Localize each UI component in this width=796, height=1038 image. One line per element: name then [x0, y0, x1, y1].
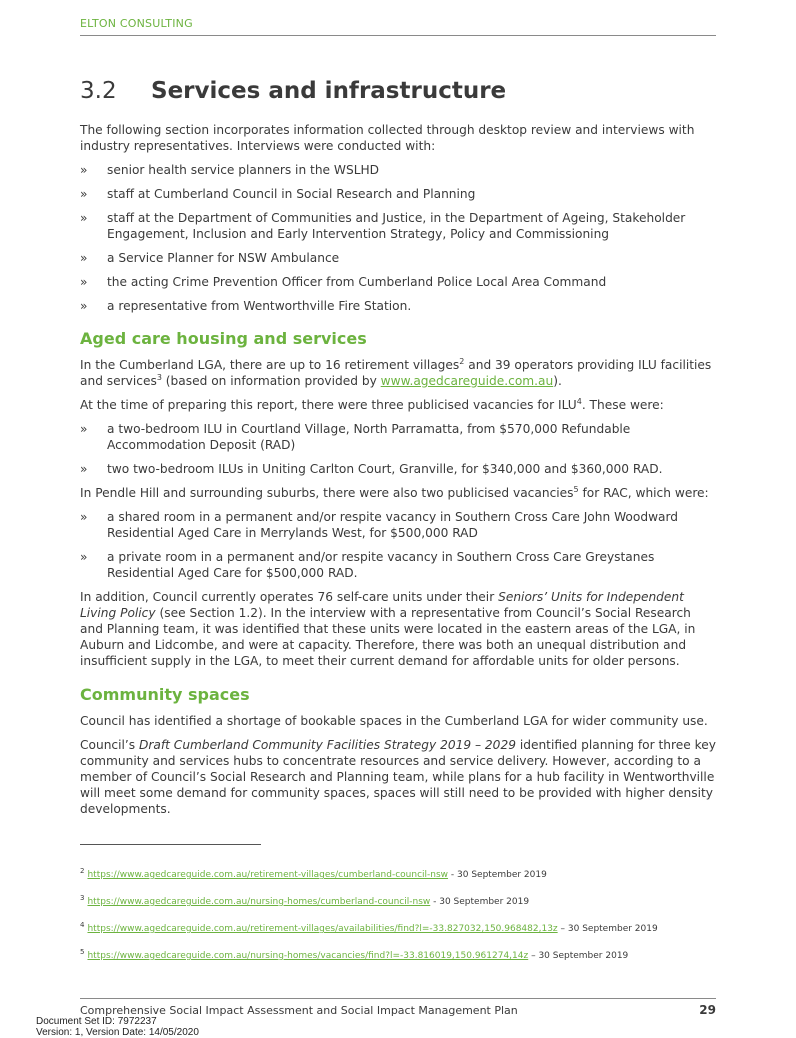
- community-paragraph-1: Council has identified a shortage of bookable spaces in the Cumberland LGA for wider community use.: [80, 714, 708, 728]
- list-item-text: senior health service planners in the WSLHD: [107, 163, 380, 177]
- list-item-text: the acting Crime Prevention Officer from Cumberland Police Local Area Command: [107, 275, 607, 289]
- version-info: Version: 1, Version Date: 14/05/2020: [36, 1027, 199, 1038]
- list-item-text: two two-bedroom ILUs in Uniting Carlton Court, Granville, for $340,000 and $360,000 RAD.: [107, 462, 663, 476]
- footnote-link[interactable]: https://www.agedcareguide.com.au/retirement-villages/availabilities/find?l=-33.827032,150.968482,13z: [87, 924, 558, 934]
- bullet-marker: »: [80, 299, 88, 313]
- footnote: $^5$ https://www.agedcareguide.com.au/nursing-homes/vacancies/find?l=-33.816019,150.961274,14z – 30 September 2019: [80, 948, 629, 961]
- bullet-marker: »: [80, 163, 88, 177]
- list-item-text: a shared room in a permanent and/or respite vacancy in Southern Cross Care John Woodward Residential Aged Care in Merrylands West, for $500,000 RAD: [107, 510, 679, 540]
- footnote-link[interactable]: https://www.agedcareguide.com.au/nursing-homes/cumberland-council-nsw: [87, 897, 431, 907]
- aged-care-paragraph-1: In the Cumberland LGA, there are up to 16 retirement villages$^2$ and 39 operators providing ILU facilities and services$^3$ (based on information provided by www.agedcareguide.com.au).: [80, 356, 712, 388]
- footnote-link[interactable]: https://www.agedcareguide.com.au/nursing-homes/vacancies/find?l=-33.816019,150.961274,14z: [87, 951, 529, 961]
- footnote-number: 3: [80, 894, 85, 902]
- page-number: 29: [699, 1003, 716, 1017]
- header-divider: [80, 35, 716, 36]
- agedcareguide-link[interactable]: www.agedcareguide.com.au: [380, 374, 554, 388]
- footnote: $^2$ https://www.agedcareguide.com.au/retirement-villages/cumberland-council-nsw - 30 September 2019: [80, 867, 547, 880]
- subheading-community-spaces: Community spaces: [80, 685, 250, 704]
- footnote: $^3$ https://www.agedcareguide.com.au/nursing-homes/cumberland-council-nsw - 30 September 2019: [80, 894, 530, 907]
- bullet-marker: »: [80, 510, 88, 524]
- list-item-text: a representative from Wentworthville Fire Station.: [107, 299, 412, 313]
- subheading-aged-care: Aged care housing and services: [80, 329, 367, 348]
- list-item-text: staff at the Department of Communities and Justice, in the Department of Ageing, Stakeholder Engagement, Inclusion and Early Intervention Strategy, Policy and Commissioning: [107, 211, 686, 241]
- list-item-text: a two-bedroom ILU in Courtland Village, North Parramatta, from $570,000 Refundable Accommodation Deposit (RAD): [107, 422, 631, 452]
- list-item-text: a Service Planner for NSW Ambulance: [107, 251, 340, 265]
- footer-title: Comprehensive Social Impact Assessment and Social Impact Management Plan: [80, 1004, 518, 1017]
- footnote-link[interactable]: https://www.agedcareguide.com.au/retirement-villages/cumberland-council-nsw: [87, 870, 449, 880]
- bullet-marker: »: [80, 251, 88, 265]
- bullet-marker: »: [80, 211, 88, 225]
- footnote-number: 4: [80, 921, 85, 929]
- header-org: ELTON CONSULTING: [80, 17, 193, 30]
- footnote-number: 2: [80, 867, 85, 875]
- bullet-marker: »: [80, 462, 88, 476]
- aged-care-paragraph-4: In addition, Council currently operates 76 self-care units under their Seniors’ Units for Independent Living Policy (see Section 1.2). In the interview with a representative from Council’s Social Research and Planning team, it was identified that these units were located in the eastern areas of the LGA, in Auburn and Lidcombe, and were at capacity. Therefore, there was both an unequal distribution and insufficient supply in the LGA, to meet their current demand for affordable units for older persons.: [80, 590, 696, 668]
- footnote-number: 5: [80, 948, 85, 956]
- bullet-marker: »: [80, 550, 88, 564]
- bullet-marker: »: [80, 275, 88, 289]
- footer-divider: [80, 998, 716, 999]
- list-item-text: a private room in a permanent and/or respite vacancy in Southern Cross Care Greystanes Residential Aged Care for $500,000 RAD.: [107, 550, 655, 580]
- footnote-divider: [80, 844, 261, 845]
- bullet-marker: »: [80, 187, 88, 201]
- aged-care-paragraph-3: In Pendle Hill and surrounding suburbs, there were also two publicised vacancies$^5$ for RAC, which were:: [80, 484, 709, 500]
- bullet-marker: »: [80, 422, 88, 436]
- section-title: Services and infrastructure: [151, 78, 507, 104]
- list-item-text: staff at Cumberland Council in Social Research and Planning: [107, 187, 476, 201]
- document-set-id: Document Set ID: 7972237: [36, 1016, 157, 1027]
- section-number: 3.2: [80, 78, 117, 104]
- community-paragraph-2: Council’s Draft Cumberland Community Facilities Strategy 2019 – 2029 identified planning for three key community and services hubs to concentrate resources and service delivery. However, according to a member of Council’s Social Research and Planning team, while plans for a hub facility in Wentworthville will meet some demand for community spaces, spaces will still need to be provided with higher density developments.: [80, 738, 716, 816]
- intro-paragraph: The following section incorporates information collected through desktop review and interviews with industry representatives. Interviews were conducted with:: [80, 123, 695, 153]
- footnote: $^4$ https://www.agedcareguide.com.au/retirement-villages/availabilities/find?l=-33.827032,150.968482,13z – 30 September 2019: [80, 921, 658, 934]
- aged-care-paragraph-2: At the time of preparing this report, there were three publicised vacancies for ILU$^4$. These were:: [80, 396, 664, 412]
